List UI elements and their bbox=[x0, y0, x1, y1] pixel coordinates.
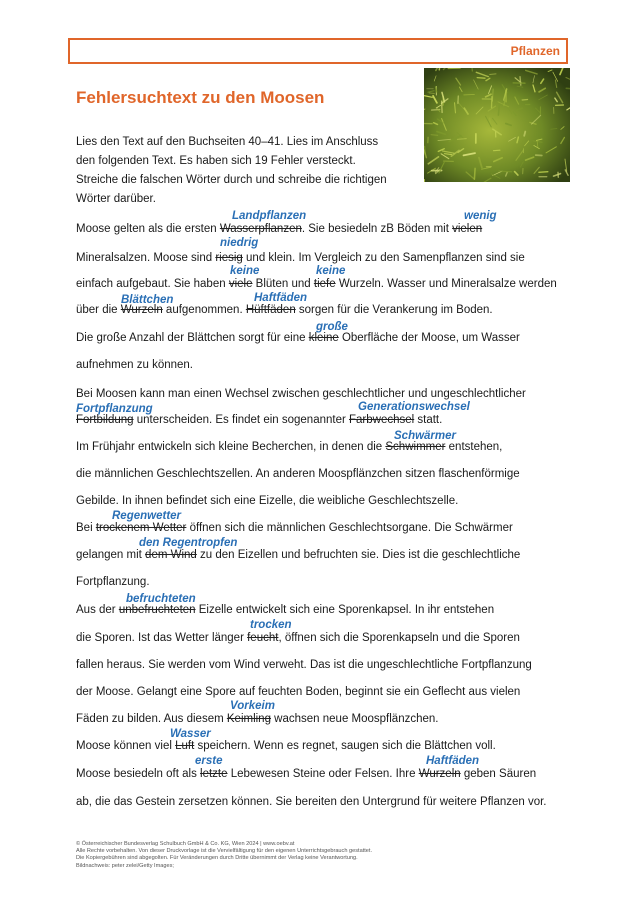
struck-word: Wurzeln bbox=[418, 768, 461, 780]
struck-word: Wasserpflanzen bbox=[219, 223, 302, 235]
header-box bbox=[68, 38, 568, 64]
text-line: Bei trockenem Wetter öffnen sich die männlichen Geschlechtsorgane. Die Schwärmer bbox=[76, 522, 513, 534]
footer-line: Die Kopiergebühren sind abgegolten. Für Veränderungen durch Dritte übernimmt der Verlag keine Verantwortung. bbox=[76, 855, 358, 862]
correction-word: Landpflanzen bbox=[232, 210, 307, 222]
correction-word: Fortpflanzung bbox=[76, 403, 153, 415]
instruction-line: Lies den Text auf den Buchseiten 40–41. Lies im Anschluss bbox=[76, 136, 379, 148]
struck-word: letzte bbox=[200, 768, 228, 780]
text-line: Fortpflanzung. bbox=[76, 576, 150, 588]
struck-word: Farbwechsel bbox=[349, 414, 415, 426]
struck-word: trockenem Wetter bbox=[95, 522, 187, 534]
struck-word: Schwimmer bbox=[385, 441, 446, 453]
text-line: ab, die das Gestein zersetzen können. Sie bereiten den Untergrund für weitere Pflanzen vor. bbox=[76, 796, 547, 808]
struck-word: Fortbildung bbox=[76, 414, 134, 426]
text-line: der Moose. Gelangt eine Spore auf feuchten Boden, beginnt sie ein Geflecht aus vielen bbox=[76, 686, 521, 698]
struck-word: riesig bbox=[215, 252, 243, 264]
struck-word: kleine bbox=[308, 332, 339, 344]
text-line: Moose gelten als die ersten Wasserpflanzen. Sie besiedeln zB Böden mit vielen bbox=[76, 223, 483, 235]
instructions bbox=[76, 133, 406, 209]
correction-word: keine bbox=[316, 265, 346, 277]
footer bbox=[76, 841, 372, 870]
correction-word: keine bbox=[230, 265, 260, 277]
text-line: fallen heraus. Sie werden vom Wind verweht. Das ist die ungeschlechtliche Fortpflanzung bbox=[76, 659, 532, 671]
instruction-line: den folgenden Text. Es haben sich 19 Fehler versteckt. bbox=[76, 155, 356, 167]
text-line: Fortbildung unterscheiden. Es findet ein sogenannter Farbwechsel statt. bbox=[76, 414, 443, 426]
struck-word: Wurzeln bbox=[120, 304, 163, 316]
footer-line: Bildnachweis: peter zelei/Getty Images; bbox=[76, 862, 174, 869]
footer-line: Alle Rechte vorbehalten. Von dieser Druckvorlage ist die Vervielfältigung für den eigenen Unterrichtsgebrauch gestattet. bbox=[76, 848, 373, 855]
correction-word: niedrig bbox=[220, 237, 259, 249]
struck-word: Keimling bbox=[226, 713, 271, 725]
text-line: gelangen mit dem Wind zu den Eizellen und befruchten sie. Dies ist die geschlechtliche bbox=[76, 549, 521, 561]
text-line: Aus der unbefruchteten Eizelle entwickelt sich eine Sporenkapsel. In ihr entstehen bbox=[76, 604, 495, 616]
struck-word: Luft bbox=[175, 740, 195, 752]
struck-word: tiefe bbox=[313, 278, 336, 290]
text-line: Moose besiedeln oft als letzte Lebewesen Steine oder Felsen. Ihre Wurzeln geben Säuren bbox=[76, 768, 537, 780]
instruction-line: Streiche die falschen Wörter durch und schreibe die richtigen bbox=[76, 174, 387, 186]
instruction-line: Wörter darüber. bbox=[76, 193, 156, 205]
text-line: Gebilde. In ihnen befindet sich eine Eizelle, die weibliche Geschlechtszelle. bbox=[76, 495, 459, 507]
subject-label: Pflanzen bbox=[510, 44, 560, 58]
correction-word: Haftfäden bbox=[426, 755, 480, 767]
text-line: Moose können viel Luft speichern. Wenn es regnet, saugen sich die Blättchen voll. bbox=[76, 740, 496, 752]
text-line: die männlichen Geschlechtszellen. An anderen Moospflänzchen sitzen flaschenförmige bbox=[76, 468, 520, 480]
correction-word: wenig bbox=[464, 210, 497, 222]
struck-word: viele bbox=[228, 278, 253, 290]
page-title: Fehlersuchtext zu den Moosen bbox=[76, 88, 325, 107]
correction-word: Wasser bbox=[170, 728, 211, 740]
correction-word: Generationswechsel bbox=[358, 401, 470, 413]
text-line: einfach aufgebaut. Sie haben viele Blüten und tiefe Wurzeln. Wasser und Mineralsalze werden bbox=[76, 278, 557, 290]
text-line: die Sporen. Ist das Wetter länger feucht, öffnen sich die Sporenkapseln und die Sporen bbox=[76, 632, 520, 644]
text-line: Mineralsalzen. Moose sind riesig und klein. Im Vergleich zu den Samenpflanzen sind sie bbox=[76, 252, 525, 264]
struck-word: vielen bbox=[452, 223, 483, 235]
text-line: Fäden zu bilden. Aus diesem Keimling wachsen neue Moospflänzchen. bbox=[76, 713, 439, 725]
struck-word: Hüftfäden bbox=[245, 304, 296, 316]
correction-word: Schwärmer bbox=[394, 430, 457, 442]
struck-word: dem Wind bbox=[145, 549, 197, 561]
moss-photo bbox=[424, 68, 570, 182]
struck-word: feucht bbox=[247, 632, 279, 644]
correction-word: trocken bbox=[250, 619, 292, 631]
correction-word: Blättchen bbox=[121, 294, 174, 306]
text-line: Im Frühjahr entwickeln sich kleine Becherchen, in denen die Schwimmer entstehen, bbox=[76, 441, 503, 453]
text-line: Die große Anzahl der Blättchen sorgt für eine kleine Oberfläche der Moose, um Wasser bbox=[76, 332, 520, 344]
correction-word: große bbox=[316, 321, 348, 333]
correction-word: Regenwetter bbox=[112, 510, 182, 522]
text-line: über die Wurzeln aufgenommen. Hüftfäden sorgen für die Verankerung im Boden. bbox=[76, 304, 493, 316]
struck-word: unbefruchteten bbox=[118, 604, 196, 616]
correction-word: erste bbox=[195, 755, 223, 767]
correction-word: den Regentropfen bbox=[139, 537, 238, 549]
correction-word: Haftfäden bbox=[254, 292, 308, 304]
footer-line: © Österreichischer Bundesverlag Schulbuch GmbH & Co. KG, Wien 2024 | www.oebv.at bbox=[76, 841, 295, 847]
correction-word: befruchteten bbox=[126, 593, 196, 605]
text-line: Bei Moosen kann man einen Wechsel zwischen geschlechtlicher und ungeschlechtlicher bbox=[76, 388, 526, 400]
correction-word: Vorkeim bbox=[230, 700, 275, 712]
text-line: aufnehmen zu können. bbox=[76, 359, 194, 371]
